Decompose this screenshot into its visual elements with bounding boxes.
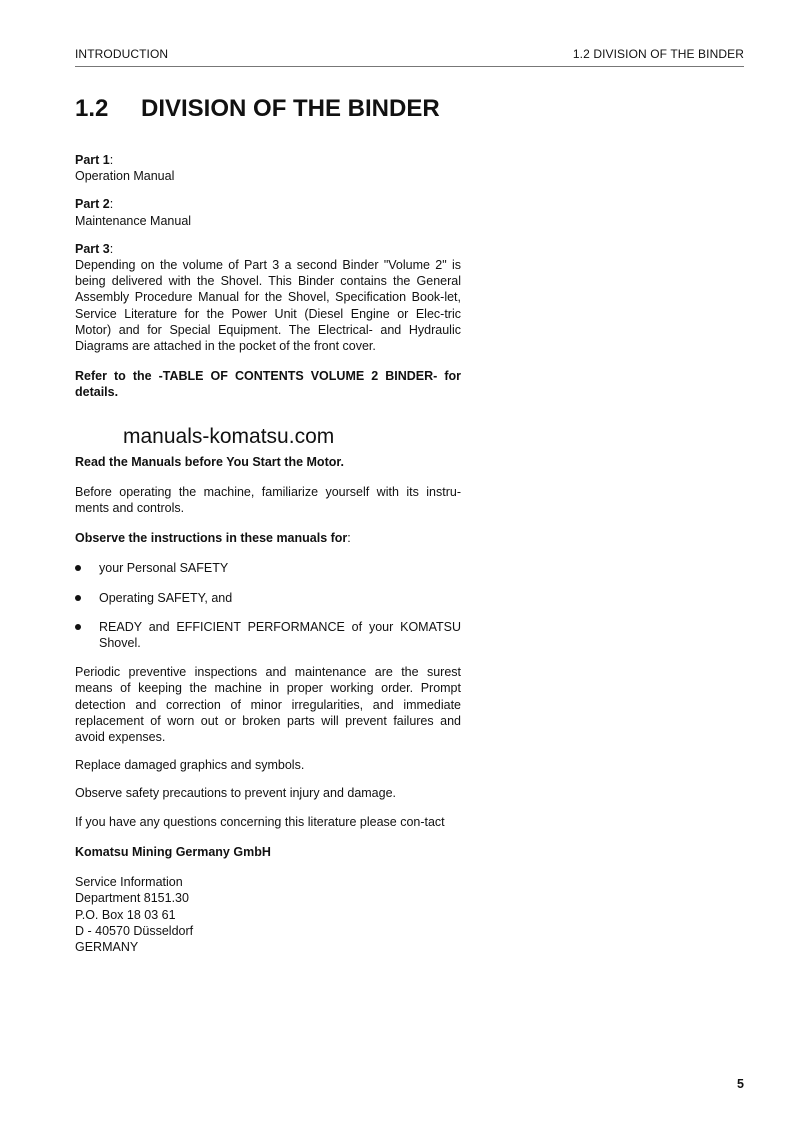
observe-instructions-line: Observe the instructions in these manuals for: (75, 531, 351, 546)
company-name: Komatsu Mining Germany GmbH (75, 844, 271, 859)
replace-graphics-text: Replace damaged graphics and symbols. (75, 758, 305, 773)
header-chapter-label: 1.2 DIVISION OF THE BINDER (572, 47, 744, 61)
bullet-icon (75, 565, 81, 571)
address-block (75, 874, 461, 955)
header-section-label: INTRODUCTION (75, 47, 169, 61)
address-line: Service Information (75, 875, 183, 890)
main-column (75, 152, 461, 955)
observe-safety-text: Observe safety precautions to prevent injury and damage. (75, 786, 397, 801)
read-manuals-heading: Read the Manuals before You Start the Motor. (75, 454, 345, 469)
watermark-text: manuals-komatsu.com (123, 425, 335, 448)
address-line: D - 40570 Düsseldorf (75, 923, 194, 938)
title-number: 1.2 (75, 95, 109, 122)
address-line: P.O. Box 18 03 61 (75, 907, 176, 922)
before-operating-text: Before operating the machine, familiarize yourself with its instru-ments and controls. (75, 484, 461, 516)
part-1: Part 1: (75, 153, 114, 167)
questions-text: If you have any questions concerning this literature please con-tact (75, 814, 445, 829)
safety-list (75, 560, 461, 651)
part-text: Maintenance Manual (75, 213, 192, 228)
address-line: Department 8151.30 (75, 891, 189, 906)
list-item: READY and EFFICIENT PERFORMANCE of your KOMATSU Shovel. (75, 619, 461, 651)
part-2: Part 2: (75, 197, 114, 212)
part-label: Part 1 (75, 153, 110, 167)
list-item: your Personal SAFETY (75, 560, 461, 576)
page-title (75, 95, 440, 123)
part-label: Part 2 (75, 197, 110, 212)
bullet-icon (75, 624, 81, 630)
part-text: Operation Manual (75, 169, 175, 184)
title-text: DIVISION OF THE BINDER (141, 95, 440, 122)
periodic-inspections-text: Periodic preventive inspections and maintenance are the surest means of keeping the machine in proper working order. Prompt detection and correction of minor irregularities, and immediate replacement of worn out or broken parts will prevent failures and avoid expenses. (75, 665, 461, 745)
part-label: Part 3 (75, 241, 110, 256)
list-item: Operating SAFETY, and (75, 590, 461, 606)
header-divider (75, 66, 744, 67)
part-3: Part 3: (75, 241, 114, 256)
observe-heading: Observe the instructions in these manuals for (75, 531, 348, 546)
address-line: GERMANY (75, 939, 139, 954)
bullet-icon (75, 595, 81, 601)
page-number: 5 (737, 1077, 744, 1091)
part-text: Depending on the volume of Part 3 a second Binder "Volume 2" is being delivered with the Shovel. This Binder contains the General Assembly Procedure Manual for the Shovel, Specification Book-let, Service Literature for the Power Unit (Diesel Engine or Elec-tric Motor) and for Special Equipment. The Electrical- and Hydraulic Diagrams are attached in the pocket of the front cover. (75, 258, 461, 354)
volume-2-note: Refer to the -TABLE OF CONTENTS VOLUME 2 BINDER- for details. (75, 369, 461, 400)
